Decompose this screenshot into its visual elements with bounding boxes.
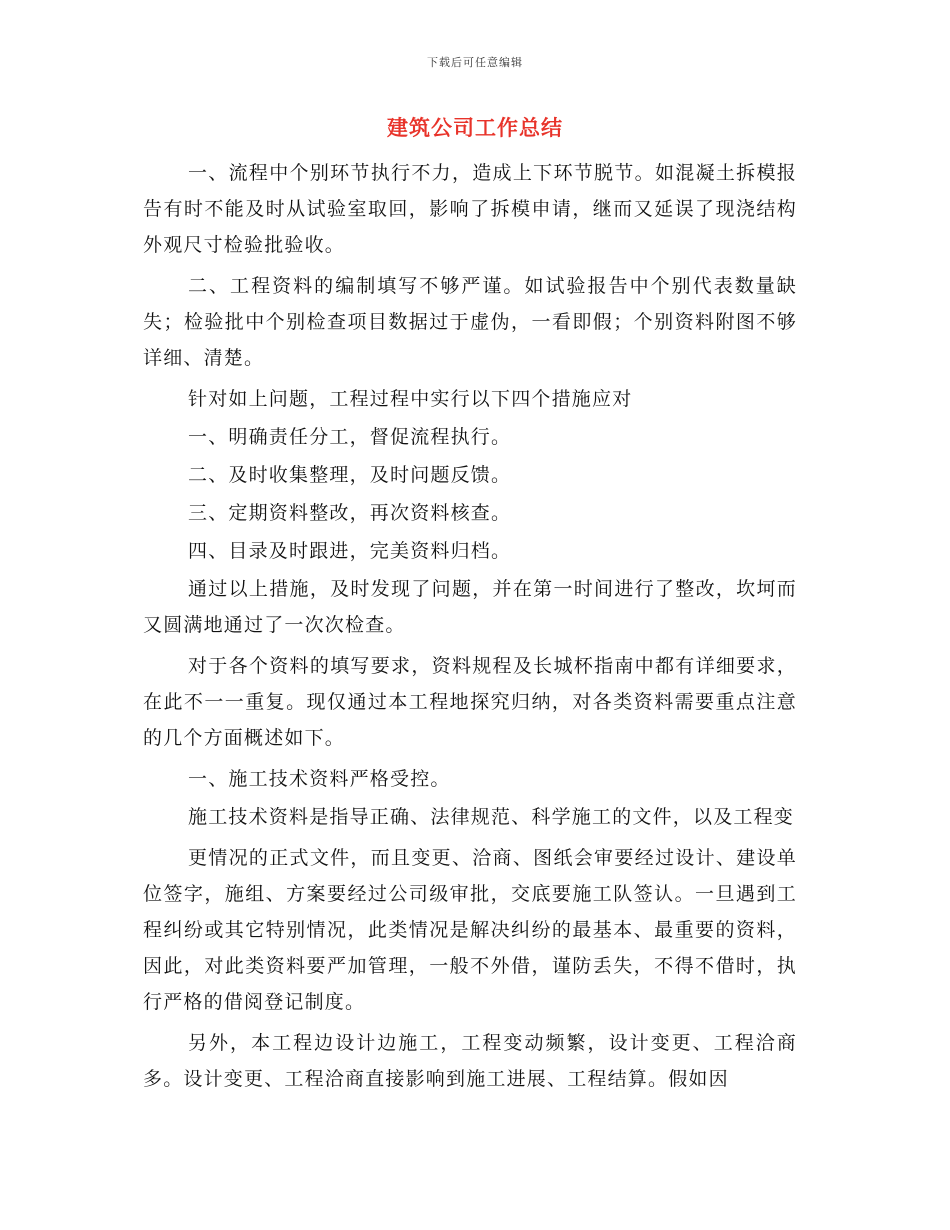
paragraph: 施工技术资料是指导正确、法律规范、科学施工的文件，以及工程变 <box>188 806 795 828</box>
paragraph: 一、施工技术资料严格受控。 <box>188 768 451 790</box>
paragraph: 三、定期资料整改，再次资料核查。 <box>188 502 512 524</box>
paragraph: 针对如上问题，工程过程中实行以下四个措施应对 <box>188 388 633 410</box>
document-title: 建筑公司工作总结 <box>387 116 563 140</box>
paragraph: 更情况的正式文件，而且变更、洽商、图纸会审要经过设计、建设单位签字，施组、方案要经过公司级审批，交底要施工队签认。一旦遇到工程纠纷或其它特别情况，此类情况是解决纠纷的最基本、最重要的资料，因此，对此类资料要严加管理，一般不外借，谨防丢失，不得不借时，执行严格的借阅登记制度。 <box>143 847 797 1013</box>
document-body <box>143 155 797 1099</box>
paragraph: 一、明确责任分工，督促流程执行。 <box>188 426 512 448</box>
paragraph: 另外，本工程边设计边施工，工程变动频繁，设计变更、工程洽商多。设计变更、工程洽商直接影响到施工进展、工程结算。假如因 <box>143 1032 797 1090</box>
paragraph: 四、目录及时跟进，完美资料归档。 <box>188 540 512 562</box>
paragraph: 对于各个资料的填写要求，资料规程及长城杯指南中都有详细要求，在此不一一重复。现仅通过本工程地探究归纳，对各类资料需要重点注意的几个方面概述如下。 <box>143 655 797 749</box>
paragraph: 通过以上措施，及时发现了问题，并在第一时间进行了整改，坎坷而又圆满地通过了一次次检查。 <box>143 578 797 636</box>
paragraph: 二、及时收集整理，及时问题反馈。 <box>188 464 512 486</box>
paragraph: 一、流程中个别环节执行不力，造成上下环节脱节。如混凝土拆模报告有时不能及时从试验室取回，影响了拆模申请，继而又延误了现浇结构外观尺寸检验批验收。 <box>143 162 797 256</box>
paragraph: 二、工程资料的编制填写不够严谨。如试验报告中个别代表数量缺失；检验批中个别检查项目数据过于虚伪，一看即假；个别资料附图不够详细、清楚。 <box>143 275 797 369</box>
page-header-note: 下载后可任意编辑 <box>427 56 523 69</box>
